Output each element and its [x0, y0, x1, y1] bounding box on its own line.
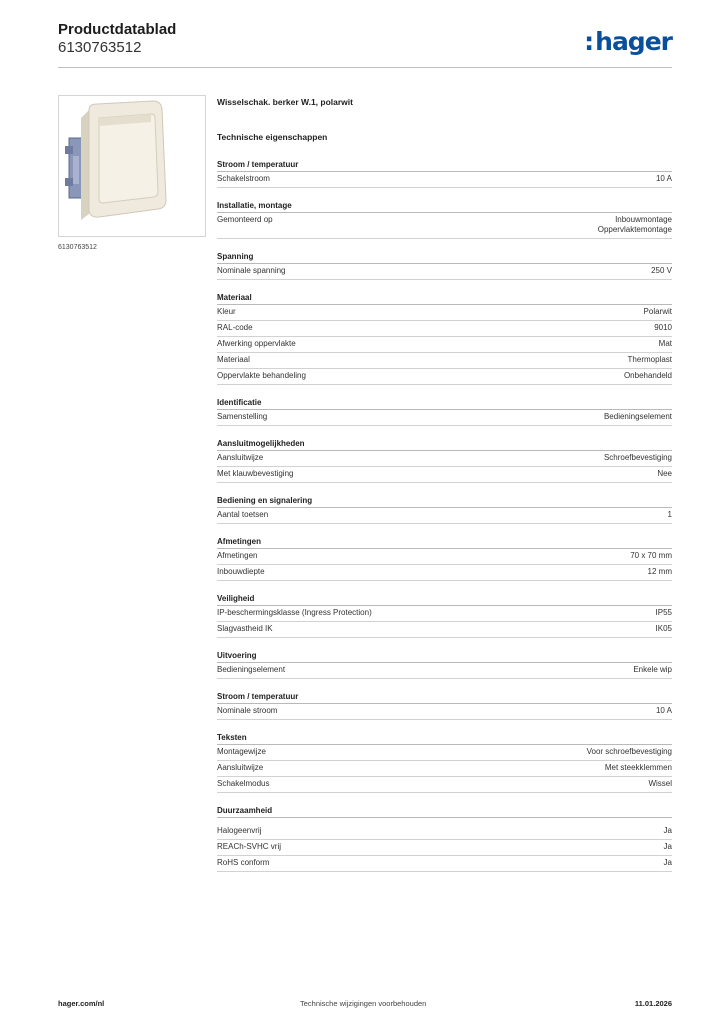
- spec-value: [630, 551, 672, 561]
- spec-label: Afmetingen: [217, 551, 258, 560]
- spec-value: [668, 510, 672, 520]
- section-title: Technische eigenschappen: [217, 132, 328, 142]
- spec-row: [217, 704, 672, 720]
- spec-value: [664, 842, 672, 852]
- spec-row: [217, 508, 672, 524]
- spec-value: [656, 174, 672, 184]
- spec-group: [217, 398, 672, 426]
- spec-label: Montagewijze: [217, 747, 266, 756]
- spec-value-line: Nee: [657, 469, 672, 478]
- spec-value: [648, 567, 672, 577]
- spec-value: [624, 371, 672, 381]
- spec-value: [648, 779, 672, 789]
- spec-value-line: Ja: [663, 842, 672, 851]
- spec-row: [217, 761, 672, 777]
- spec-value-line: Wissel: [648, 779, 672, 788]
- spec-label: Kleur: [217, 307, 236, 316]
- spec-group-title: Aansluitmogelijkheden: [217, 439, 672, 451]
- spec-row: [217, 840, 672, 856]
- spec-row: [217, 777, 672, 793]
- spec-label: Materiaal: [217, 355, 250, 364]
- spec-value-line: Ja: [663, 826, 672, 835]
- product-image: [58, 95, 206, 237]
- spec-label: Halogeenvrij: [217, 826, 262, 835]
- spec-value-line: Oppervlaktemontage: [597, 225, 672, 234]
- spec-label: IP-beschermingsklasse (Ingress Protection): [217, 608, 372, 617]
- spec-group: [217, 651, 672, 679]
- spec-value-line: Inbouwmontage: [615, 215, 672, 224]
- logo-text: hager: [595, 27, 672, 56]
- article-number: 6130763512: [58, 39, 142, 56]
- product-name: Wisselschak. berker W.1, polarwit: [217, 97, 353, 107]
- spec-value-line: 10 A: [655, 174, 672, 183]
- spec-value-line: Voor schroefbevestiging: [586, 747, 672, 756]
- spec-label: Met klauwbevestiging: [217, 469, 294, 478]
- spec-value: [664, 826, 672, 836]
- spec-row: [217, 369, 672, 385]
- spec-label: Afwerking oppervlakte: [217, 339, 296, 348]
- spec-value-line: 1: [667, 510, 672, 519]
- spec-label: Oppervlakte behandeling: [217, 371, 306, 380]
- spec-row: [217, 663, 672, 679]
- spec-row: [217, 410, 672, 426]
- spec-row: [217, 305, 672, 321]
- header-divider: [58, 67, 672, 68]
- spec-group: [217, 733, 672, 793]
- spec-label: Schakelstroom: [217, 174, 270, 183]
- spec-label: REACh-SVHC vrij: [217, 842, 282, 851]
- spec-value: [656, 624, 672, 634]
- spec-content: [217, 97, 672, 885]
- spec-value-line: 10 A: [655, 706, 672, 715]
- spec-row: [217, 337, 672, 353]
- spec-value: [659, 339, 672, 349]
- spec-label: Nominale stroom: [217, 706, 278, 715]
- spec-group: [217, 439, 672, 483]
- footer-disclaimer: Technische wijzigingen voorbehouden: [300, 999, 427, 1008]
- spec-row: [217, 467, 672, 483]
- spec-value: [587, 747, 672, 757]
- spec-row: [217, 172, 672, 188]
- spec-group-title: Afmetingen: [217, 537, 672, 549]
- spec-row: [217, 606, 672, 622]
- spec-label: Schakelmodus: [217, 779, 270, 788]
- spec-label: Nominale spanning: [217, 266, 286, 275]
- spec-value-line: Polarwit: [643, 307, 672, 316]
- spec-group-title: Stroom / temperatuur: [217, 160, 672, 172]
- spec-group-title: Identificatie: [217, 398, 672, 410]
- spec-group: [217, 252, 672, 280]
- spec-row: [217, 856, 672, 872]
- spec-value: [628, 355, 672, 365]
- spec-value: [656, 706, 672, 716]
- spec-group: [217, 160, 672, 188]
- spec-value: [605, 763, 672, 773]
- spec-group: [217, 496, 672, 524]
- spec-value-line: Bedieningselement: [603, 412, 672, 421]
- spec-group: [217, 594, 672, 638]
- spec-row: [217, 745, 672, 761]
- spec-value: [644, 307, 672, 317]
- spec-row: [217, 622, 672, 638]
- spec-group-title: Bediening en signalering: [217, 496, 672, 508]
- spec-value-line: Ja: [663, 858, 672, 867]
- spec-label: RoHS conform: [217, 858, 270, 867]
- spec-value-line: 250 V: [651, 266, 672, 275]
- spec-group: [217, 806, 672, 872]
- spec-value-line: IP55: [655, 608, 672, 617]
- spec-label: Aantal toetsen: [217, 510, 269, 519]
- spec-value: [657, 469, 672, 479]
- spec-value-line: 70 x 70 mm: [630, 551, 672, 560]
- spec-group-title: Teksten: [217, 733, 672, 745]
- spec-value: [654, 323, 672, 333]
- spec-group-title: Uitvoering: [217, 651, 672, 663]
- spec-row: [217, 549, 672, 565]
- switch-illustration: [59, 96, 205, 236]
- spec-group: [217, 537, 672, 581]
- spec-label: Aansluitwijze: [217, 763, 264, 772]
- spec-label: Inbouwdiepte: [217, 567, 265, 576]
- spec-value: [664, 858, 672, 868]
- spec-group-title: Duurzaamheid: [217, 806, 672, 818]
- spec-value: [651, 266, 672, 276]
- spec-value-line: 12 mm: [647, 567, 672, 576]
- spec-row: [217, 565, 672, 581]
- spec-label: Gemonteerd op: [217, 215, 273, 224]
- footer-date: 11.01.2026: [634, 999, 672, 1008]
- spec-group-title: Stroom / temperatuur: [217, 692, 672, 704]
- spec-group: [217, 692, 672, 720]
- spec-value-line: Schroefbevestiging: [603, 453, 672, 462]
- spec-value: [598, 215, 672, 235]
- spec-group-title: Spanning: [217, 252, 672, 264]
- spec-groups: [217, 160, 672, 872]
- spec-value-line: IK05: [655, 624, 672, 633]
- spec-group: [217, 201, 672, 239]
- spec-label: RAL-code: [217, 323, 253, 332]
- spec-value-line: Met steekklemmen: [604, 763, 672, 772]
- footer-website: hager.com/nl: [58, 999, 105, 1008]
- spec-value-line: Mat: [658, 339, 672, 348]
- spec-row: [217, 353, 672, 369]
- spec-value-line: 9010: [654, 323, 672, 332]
- spec-label: Bedieningselement: [217, 665, 286, 674]
- spec-row: [217, 213, 672, 239]
- spec-value-line: Thermoplast: [627, 355, 672, 364]
- spec-group-title: Installatie, montage: [217, 201, 672, 213]
- spec-value: [604, 453, 672, 463]
- spec-label: Samenstelling: [217, 412, 268, 421]
- hager-logo: :hager: [584, 27, 672, 56]
- spec-value: [656, 608, 672, 618]
- spec-label: Aansluitwijze: [217, 453, 264, 462]
- spec-row: [217, 321, 672, 337]
- spec-value-line: Enkele wip: [633, 665, 672, 674]
- spec-group-title: Veiligheid: [217, 594, 672, 606]
- spec-value-line: Onbehandeld: [623, 371, 672, 380]
- spec-row: [217, 264, 672, 280]
- spec-value: [633, 665, 672, 675]
- spec-group-title: Materiaal: [217, 293, 672, 305]
- document-title: Productdatablad: [58, 21, 177, 38]
- spec-value: [604, 412, 672, 422]
- spec-label: Slagvastheid IK: [217, 624, 273, 633]
- image-caption: 6130763512: [58, 244, 97, 251]
- spec-row: [217, 451, 672, 467]
- spec-row: [217, 824, 672, 840]
- spec-group: [217, 293, 672, 385]
